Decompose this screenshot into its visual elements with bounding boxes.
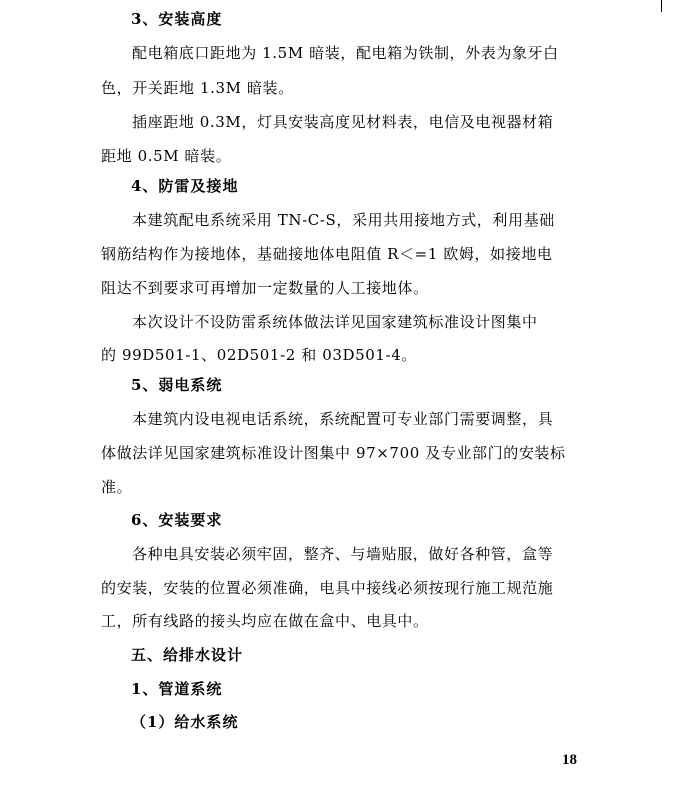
paragraph-line: 工，所有线路的接头均应在做在盒中、电具中。	[101, 612, 429, 630]
paragraph-line: 本建筑内设电视电话系统，系统配置可专业部门需要调整，具	[132, 410, 554, 428]
paragraph-line: 距地 0.5M 暗装。	[101, 147, 232, 165]
paragraph-line: 各种电具安装必须牢固，整齐、与墙贴服，做好各种管，盒等	[132, 545, 554, 563]
paragraph-line: 色，开关距地 1.3M 暗装。	[101, 79, 294, 97]
page-edge-rule	[661, 0, 662, 12]
section-heading-lightning-grounding: 4、防雷及接地	[131, 177, 239, 195]
chapter-heading-water-design: 五、给排水设计	[131, 646, 244, 664]
paragraph-line: 阻达不到要求可再增加一定数量的人工接地体。	[101, 279, 429, 297]
section-heading-install-height: 3、安装高度	[131, 10, 223, 28]
paragraph-line: 的 99D501-1、02D501-2 和 03D501-4。	[101, 346, 417, 364]
paragraph-line: 本次设计不设防雷系统体做法详见国家建筑标准设计图集中	[132, 313, 538, 331]
paragraph-line: 的安装，安装的位置必须准确，电具中接线必须按现行施工规范施	[101, 579, 554, 597]
paragraph-line: 钢筋结构作为接地体，基础接地体电阻值 R＜=1 欧姆，如接地电	[101, 245, 553, 263]
paragraph-line: 配电箱底口距地为 1.5M 暗装，配电箱为铁制，外表为象牙白	[132, 44, 559, 62]
page-number: 18	[562, 752, 577, 768]
section-heading-weak-current: 5、弱电系统	[131, 376, 223, 394]
section-heading-install-requirements: 6、安装要求	[131, 511, 223, 529]
paragraph-line: 准。	[101, 478, 133, 496]
section-heading-pipe-system: 1、管道系统	[131, 680, 223, 698]
paragraph-line: 体做法详见国家建筑标准设计图集中 97×700 及专业部门的安装标	[101, 444, 566, 462]
paragraph-line: 插座距地 0.3M，灯具安装高度见材料表，电信及电视器材箱	[132, 113, 554, 131]
subsection-heading-water-supply: （1）给水系统	[131, 713, 239, 731]
paragraph-line: 本建筑配电系统采用 TN-C-S，采用共用接地方式，利用基础	[132, 211, 555, 229]
